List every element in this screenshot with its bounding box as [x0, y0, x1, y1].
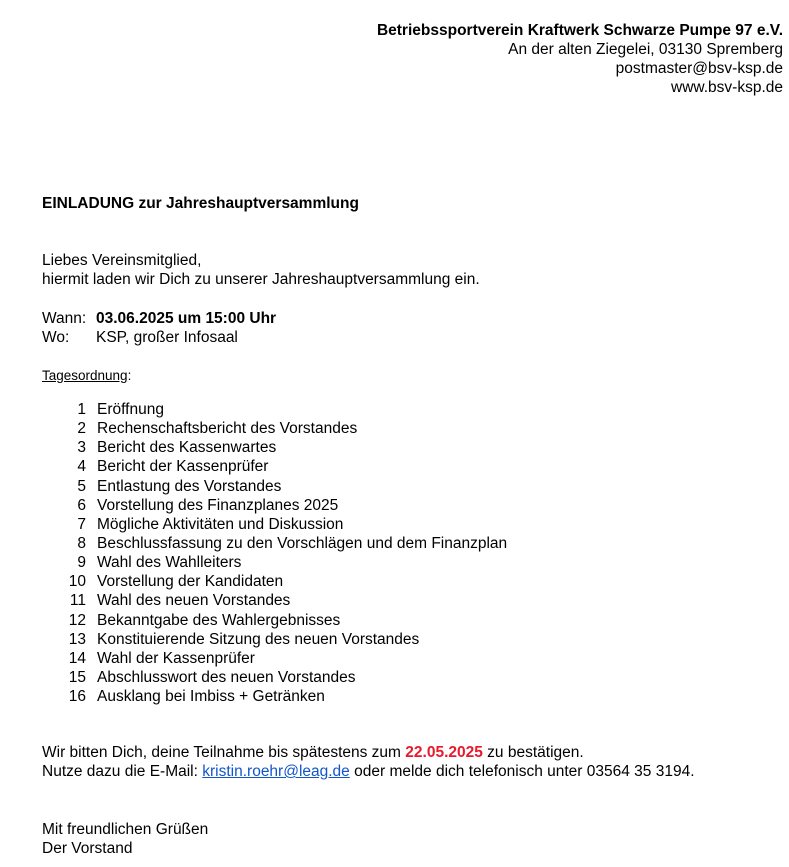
- agenda-item: [62, 457, 507, 476]
- agenda-item-text: Entlastung des Vorstandes: [97, 477, 282, 495]
- agenda-item-number: 9: [77, 554, 86, 572]
- closing: [42, 820, 208, 858]
- agenda-item-text: Rechenschaftsbericht des Vorstandes: [97, 420, 358, 438]
- contact-text-before: Nutze dazu die E-Mail:: [42, 763, 203, 780]
- agenda-item-text: Vorstellung der Kandidaten: [97, 573, 284, 591]
- event-when: [42, 309, 276, 328]
- organization-address: An der alten Ziegelei, 03130 Spremberg: [508, 41, 783, 58]
- signature: Der Vorstand: [42, 840, 133, 857]
- agenda-heading-colon: :: [127, 368, 132, 383]
- event-details: [42, 309, 276, 347]
- contact-text-after: oder melde dich telefonisch unter 03564 35 3194.: [349, 763, 695, 780]
- agenda-item: [62, 687, 507, 706]
- closing-greeting: Mit freundlichen Grüßen: [42, 821, 209, 838]
- agenda-item: [62, 400, 507, 419]
- document-title: EINLADUNG zur Jahreshauptversammlung: [42, 195, 359, 212]
- confirmation-request: [42, 743, 695, 781]
- agenda-heading: [42, 366, 131, 385]
- agenda-item-number: 6: [77, 496, 86, 514]
- agenda-item-number: 12: [68, 611, 86, 629]
- agenda-item-number: 4: [77, 458, 86, 476]
- contact-email-link[interactable]: kristin.roehr@leag.de: [202, 763, 350, 780]
- letterhead: [377, 21, 783, 97]
- agenda-item: [62, 553, 507, 572]
- agenda-item: [62, 649, 507, 668]
- agenda-item: [62, 630, 507, 649]
- agenda-item-text: Bericht des Kassenwartes: [97, 439, 277, 457]
- agenda-item: [62, 515, 507, 534]
- event-where: [42, 328, 276, 347]
- agenda-item: [62, 496, 507, 515]
- agenda-item-number: 16: [68, 688, 86, 706]
- agenda-item: [62, 591, 507, 610]
- agenda-item-number: 13: [68, 630, 86, 648]
- agenda-item-number: 5: [77, 477, 86, 495]
- agenda-item-text: Vorstellung des Finanzplanes 2025: [97, 496, 339, 514]
- organization-email: postmaster@bsv-ksp.de: [615, 60, 783, 77]
- salutation: Liebes Vereinsmitglied,: [42, 252, 202, 269]
- agenda-item-text: Wahl des neuen Vorstandes: [97, 592, 291, 610]
- organization-name: Betriebssportverein Kraftwerk Schwarze Pumpe 97 e.V.: [376, 22, 783, 39]
- organization-website: www.bsv-ksp.de: [671, 79, 783, 96]
- agenda-item-text: Wahl des Wahlleiters: [97, 554, 242, 572]
- agenda-item: [62, 668, 507, 687]
- agenda-item-number: 15: [68, 668, 86, 686]
- agenda-item-number: 1: [77, 401, 86, 418]
- agenda-item-text: Konstituierende Sitzung des neuen Vorstandes: [97, 630, 420, 648]
- confirmation-line: [42, 743, 695, 762]
- agenda-item-number: 10: [68, 573, 86, 591]
- deadline-date: 22.05.2025: [405, 744, 483, 761]
- confirmation-text-after: zu bestätigen.: [482, 744, 584, 761]
- agenda-item: [62, 611, 507, 630]
- agenda-item-text: Wahl der Kassenprüfer: [97, 649, 255, 667]
- agenda-item-number: 7: [77, 515, 86, 533]
- agenda-item-number: 14: [68, 649, 86, 667]
- where-label: Wo:: [42, 329, 70, 346]
- agenda-item: [62, 572, 507, 591]
- agenda-item-text: Eröffnung: [97, 401, 164, 418]
- agenda-list: [62, 400, 507, 706]
- when-label: Wann:: [42, 310, 87, 327]
- agenda-item: [62, 419, 507, 438]
- invitation-sentence: hiermit laden wir Dich zu unserer Jahreshauptversammlung ein.: [42, 271, 480, 288]
- greeting: [42, 251, 480, 289]
- agenda-item-text: Ausklang bei Imbiss + Getränken: [97, 688, 325, 706]
- agenda-item-number: 3: [77, 439, 86, 457]
- agenda-item-text: Beschlussfassung zu den Vorschlägen und dem Finanzplan: [97, 534, 508, 552]
- agenda-item-number: 11: [69, 592, 86, 610]
- agenda-heading-text: Tagesordnung: [42, 368, 128, 383]
- confirmation-text-before: Wir bitten Dich, deine Teilnahme bis spätestens zum: [42, 744, 406, 761]
- agenda-item: [62, 534, 507, 553]
- agenda-item-text: Bekanntgabe des Wahlergebnisses: [97, 611, 341, 629]
- agenda-item-number: 2: [77, 420, 86, 438]
- agenda-item: [62, 477, 507, 496]
- agenda-item-number: 8: [77, 534, 86, 552]
- agenda-item-text: Abschlusswort des neuen Vorstandes: [97, 668, 356, 686]
- contact-line: [42, 762, 695, 781]
- agenda-item: [62, 438, 507, 457]
- agenda-item-text: Mögliche Aktivitäten und Diskussion: [97, 515, 344, 533]
- where-value: KSP, großer Infosaal: [96, 329, 238, 346]
- agenda-item-text: Bericht der Kassenprüfer: [97, 458, 269, 476]
- when-value: 03.06.2025 um 15:00 Uhr: [96, 310, 277, 327]
